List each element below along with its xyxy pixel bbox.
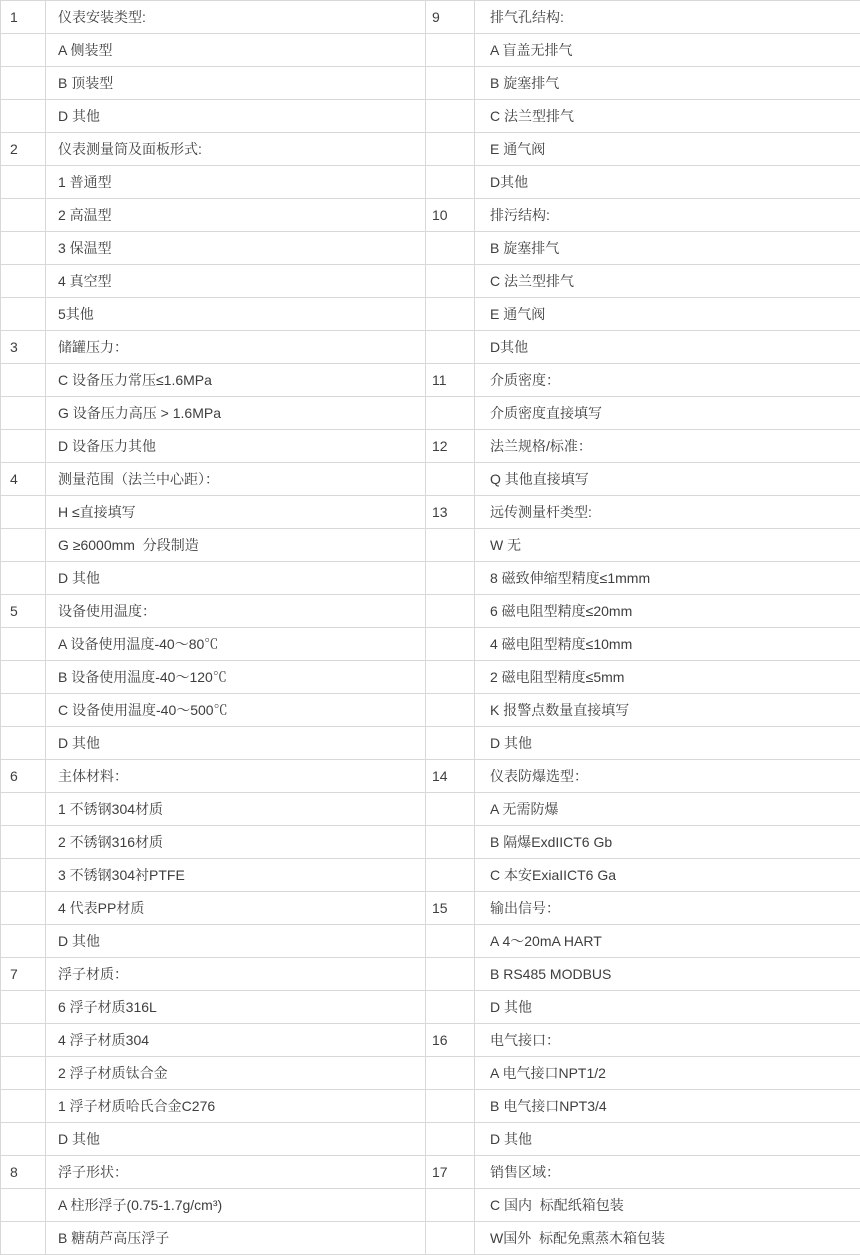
- spec-text-cell: 法兰规格/标准：: [475, 430, 860, 463]
- row-index-cell: 5: [1, 595, 46, 628]
- row-index-cell: [426, 1057, 475, 1090]
- row-index-cell: [1, 430, 46, 463]
- row-index-cell: [1, 694, 46, 727]
- row-index-cell: 13: [426, 496, 475, 529]
- spec-text-cell: D 其他: [46, 100, 426, 133]
- row-index-cell: [426, 958, 475, 991]
- row-index-cell: 9: [426, 1, 475, 34]
- spec-text-cell: A 4～20mA HART: [475, 925, 860, 958]
- row-index-cell: [1, 397, 46, 430]
- spec-text-cell: G 设备压力高压 > 1.6MPa: [46, 397, 426, 430]
- spec-text-cell: D其他: [475, 331, 860, 364]
- row-index-cell: [1, 925, 46, 958]
- spec-text-cell: D 其他: [46, 562, 426, 595]
- table-row: [1, 67, 860, 100]
- row-index-cell: [426, 991, 475, 1024]
- row-index-cell: [426, 694, 475, 727]
- row-index-cell: [426, 661, 475, 694]
- row-index-cell: 8: [1, 1156, 46, 1189]
- spec-text-cell: C 法兰型排气: [475, 265, 860, 298]
- table-row: [1, 1024, 860, 1057]
- table-row: [1, 529, 860, 562]
- row-index-cell: [1, 265, 46, 298]
- table-row: [1, 364, 860, 397]
- spec-text-cell: 仪表防爆选型：: [475, 760, 860, 793]
- table-row: [1, 991, 860, 1024]
- row-index-cell: [1, 1024, 46, 1057]
- spec-text-cell: B 旋塞排气: [475, 67, 860, 100]
- row-index-cell: [1, 727, 46, 760]
- spec-text-cell: B 顶装型: [46, 67, 426, 100]
- spec-text-cell: 4 磁电阻型精度≤10mm: [475, 628, 860, 661]
- table-row: [1, 1222, 860, 1255]
- row-index-cell: [426, 1123, 475, 1156]
- table-row: [1, 694, 860, 727]
- row-index-cell: [426, 727, 475, 760]
- table-row: [1, 1057, 860, 1090]
- row-index-cell: [426, 397, 475, 430]
- spec-text-cell: 6 磁电阻型精度≤20mm: [475, 595, 860, 628]
- spec-text-cell: 浮子材质：: [46, 958, 426, 991]
- spec-text-cell: 浮子形状：: [46, 1156, 426, 1189]
- row-index-cell: [426, 34, 475, 67]
- spec-text-cell: 电气接口：: [475, 1024, 860, 1057]
- spec-text-cell: D 其他: [475, 727, 860, 760]
- spec-text-cell: 1 普通型: [46, 166, 426, 199]
- spec-text-cell: B 糖葫芦高压浮子: [46, 1222, 426, 1255]
- table-row: [1, 166, 860, 199]
- spec-text-cell: W 无: [475, 529, 860, 562]
- row-index-cell: [426, 1090, 475, 1123]
- table-row: [1, 727, 860, 760]
- spec-text-cell: 2 磁电阻型精度≤5mm: [475, 661, 860, 694]
- table-row: [1, 1, 860, 34]
- row-index-cell: [426, 232, 475, 265]
- table-row: [1, 859, 860, 892]
- row-index-cell: [1, 1123, 46, 1156]
- table-row: [1, 397, 860, 430]
- table-row: [1, 496, 860, 529]
- table-row: [1, 232, 860, 265]
- row-index-cell: [426, 1189, 475, 1222]
- row-index-cell: [426, 1222, 475, 1255]
- spec-text-cell: B 隔爆ExdIICT6 Gb: [475, 826, 860, 859]
- spec-text-cell: 2 浮子材质钛合金: [46, 1057, 426, 1090]
- row-index-cell: [1, 529, 46, 562]
- row-index-cell: [426, 298, 475, 331]
- table-row: [1, 958, 860, 991]
- row-index-cell: [426, 826, 475, 859]
- row-index-cell: [426, 265, 475, 298]
- spec-text-cell: D其他: [475, 166, 860, 199]
- row-index-cell: [1, 1090, 46, 1123]
- row-index-cell: [426, 67, 475, 100]
- spec-text-cell: 仪表测量筒及面板形式:: [46, 133, 426, 166]
- table-row: [1, 133, 860, 166]
- spec-text-cell: 输出信号：: [475, 892, 860, 925]
- spec-table-body: [1, 1, 860, 1255]
- row-index-cell: 12: [426, 430, 475, 463]
- spec-text-cell: B 旋塞排气: [475, 232, 860, 265]
- spec-text-cell: A 盲盖无排气: [475, 34, 860, 67]
- table-row: [1, 331, 860, 364]
- row-index-cell: 17: [426, 1156, 475, 1189]
- table-row: [1, 1156, 860, 1189]
- spec-text-cell: 主体材料：: [46, 760, 426, 793]
- row-index-cell: [1, 34, 46, 67]
- row-index-cell: [426, 133, 475, 166]
- spec-text-cell: E 通气阀: [475, 298, 860, 331]
- row-index-cell: [1, 793, 46, 826]
- row-index-cell: 11: [426, 364, 475, 397]
- table-row: [1, 793, 860, 826]
- row-index-cell: [426, 166, 475, 199]
- spec-text-cell: W国外 标配免熏蒸木箱包装: [475, 1222, 860, 1255]
- row-index-cell: [1, 100, 46, 133]
- row-index-cell: [426, 331, 475, 364]
- spec-text-cell: 2 不锈钢316材质: [46, 826, 426, 859]
- spec-text-cell: D 其他: [475, 1123, 860, 1156]
- spec-text-cell: B RS485 MODBUS: [475, 958, 860, 991]
- spec-text-cell: 1 浮子材质哈氏合金C276: [46, 1090, 426, 1123]
- spec-text-cell: 介质密度：: [475, 364, 860, 397]
- table-row: [1, 892, 860, 925]
- spec-text-cell: A 柱形浮子(0.75-1.7g/cm³): [46, 1189, 426, 1222]
- table-row: [1, 628, 860, 661]
- spec-text-cell: C 法兰型排气: [475, 100, 860, 133]
- row-index-cell: 7: [1, 958, 46, 991]
- table-row: [1, 199, 860, 232]
- spec-text-cell: 介质密度直接填写: [475, 397, 860, 430]
- spec-text-cell: 8 磁致伸缩型精度≤1mmm: [475, 562, 860, 595]
- row-index-cell: [1, 166, 46, 199]
- spec-text-cell: G ≥6000mm 分段制造: [46, 529, 426, 562]
- row-index-cell: [1, 1189, 46, 1222]
- row-index-cell: [1, 364, 46, 397]
- spec-text-cell: 设备使用温度：: [46, 595, 426, 628]
- row-index-cell: 14: [426, 760, 475, 793]
- row-index-cell: [1, 1057, 46, 1090]
- row-index-cell: [1, 661, 46, 694]
- table-row: [1, 595, 860, 628]
- spec-text-cell: C 设备使用温度-40～500℃: [46, 694, 426, 727]
- spec-text-cell: 4 浮子材质304: [46, 1024, 426, 1057]
- spec-text-cell: K 报警点数量直接填写: [475, 694, 860, 727]
- spec-text-cell: 远传测量杆类型:: [475, 496, 860, 529]
- row-index-cell: 10: [426, 199, 475, 232]
- row-index-cell: [426, 628, 475, 661]
- spec-text-cell: D 其他: [475, 991, 860, 1024]
- spec-text-cell: 排气孔结构:: [475, 1, 860, 34]
- spec-text-cell: A 侧装型: [46, 34, 426, 67]
- spec-text-cell: 测量范围（法兰中心距）：: [46, 463, 426, 496]
- spec-text-cell: C 本安ExiaIICT6 Ga: [475, 859, 860, 892]
- spec-text-cell: A 设备使用温度-40～80℃: [46, 628, 426, 661]
- row-index-cell: [426, 859, 475, 892]
- row-index-cell: [1, 199, 46, 232]
- row-index-cell: [426, 595, 475, 628]
- row-index-cell: 2: [1, 133, 46, 166]
- spec-text-cell: D 设备压力其他: [46, 430, 426, 463]
- spec-text-cell: 销售区域：: [475, 1156, 860, 1189]
- spec-text-cell: 5其他: [46, 298, 426, 331]
- spec-text-cell: C 设备压力常压≤1.6MPa: [46, 364, 426, 397]
- row-index-cell: [1, 859, 46, 892]
- spec-text-cell: B 电气接口NPT3/4: [475, 1090, 860, 1123]
- spec-text-cell: Q 其他直接填写: [475, 463, 860, 496]
- table-row: [1, 34, 860, 67]
- table-row: [1, 661, 860, 694]
- row-index-cell: [1, 826, 46, 859]
- spec-text-cell: 储罐压力：: [46, 331, 426, 364]
- table-row: [1, 1189, 860, 1222]
- table-row: [1, 265, 860, 298]
- spec-text-cell: B 设备使用温度-40～120℃: [46, 661, 426, 694]
- spec-text-cell: D 其他: [46, 925, 426, 958]
- row-index-cell: [1, 892, 46, 925]
- spec-text-cell: E 通气阀: [475, 133, 860, 166]
- table-row: [1, 298, 860, 331]
- spec-text-cell: 仪表安装类型:: [46, 1, 426, 34]
- row-index-cell: 15: [426, 892, 475, 925]
- row-index-cell: [1, 232, 46, 265]
- spec-text-cell: D 其他: [46, 727, 426, 760]
- spec-text-cell: C 国内 标配纸箱包装: [475, 1189, 860, 1222]
- table-row: [1, 562, 860, 595]
- row-index-cell: [1, 628, 46, 661]
- row-index-cell: [426, 529, 475, 562]
- row-index-cell: 4: [1, 463, 46, 496]
- row-index-cell: 1: [1, 1, 46, 34]
- spec-text-cell: 4 真空型: [46, 265, 426, 298]
- row-index-cell: [1, 496, 46, 529]
- table-row: [1, 463, 860, 496]
- row-index-cell: [426, 463, 475, 496]
- row-index-cell: [426, 793, 475, 826]
- table-row: [1, 826, 860, 859]
- spec-text-cell: 1 不锈钢304材质: [46, 793, 426, 826]
- row-index-cell: 3: [1, 331, 46, 364]
- row-index-cell: [1, 67, 46, 100]
- table-row: [1, 925, 860, 958]
- row-index-cell: [1, 562, 46, 595]
- row-index-cell: [1, 1222, 46, 1255]
- row-index-cell: [426, 925, 475, 958]
- row-index-cell: [1, 298, 46, 331]
- table-row: [1, 1123, 860, 1156]
- spec-text-cell: 3 保温型: [46, 232, 426, 265]
- spec-text-cell: H ≤直接填写: [46, 496, 426, 529]
- spec-text-cell: D 其他: [46, 1123, 426, 1156]
- row-index-cell: [1, 991, 46, 1024]
- spec-text-cell: 6 浮子材质316L: [46, 991, 426, 1024]
- table-row: [1, 430, 860, 463]
- spec-text-cell: A 电气接口NPT1/2: [475, 1057, 860, 1090]
- spec-text-cell: 排污结构:: [475, 199, 860, 232]
- spec-text-cell: A 无需防爆: [475, 793, 860, 826]
- table-row: [1, 760, 860, 793]
- row-index-cell: 6: [1, 760, 46, 793]
- table-row: [1, 100, 860, 133]
- row-index-cell: [426, 562, 475, 595]
- spec-text-cell: 3 不锈钢304衬PTFE: [46, 859, 426, 892]
- spec-text-cell: 4 代表PP材质: [46, 892, 426, 925]
- row-index-cell: 16: [426, 1024, 475, 1057]
- row-index-cell: [426, 100, 475, 133]
- table-row: [1, 1090, 860, 1123]
- spec-text-cell: 2 高温型: [46, 199, 426, 232]
